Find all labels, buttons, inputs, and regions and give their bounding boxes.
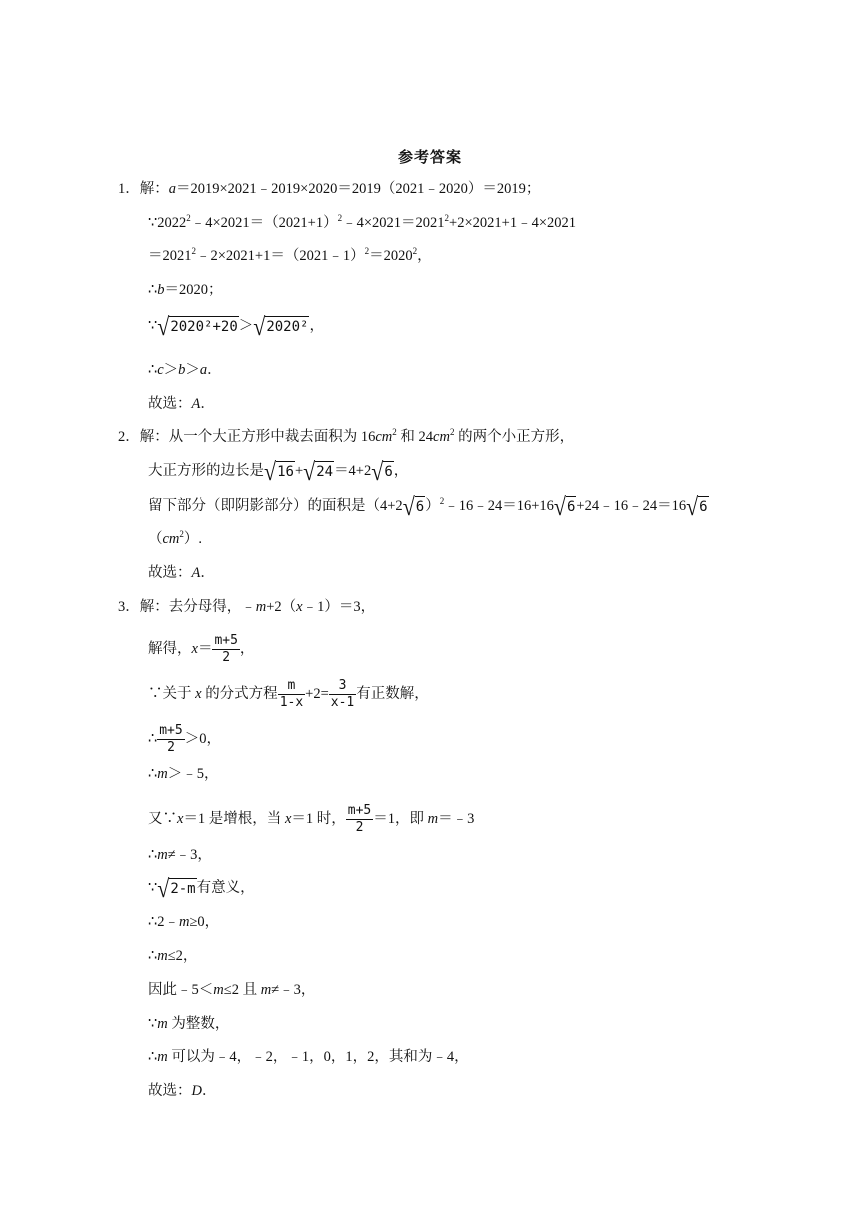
q2-line3: 留下部分（即阴影部分）的面积是$(4+2√6)^2﹣16﹣24=16+16√6+24﹣16﹣24=16√6$ <box>148 491 708 521</box>
sqrt-expression: √16 <box>264 456 294 486</box>
q3-line9: ∴2﹣m≥0， <box>148 914 220 930</box>
q3-line8: ∵√2-m有意义， <box>148 873 255 903</box>
q2-number: 2． <box>118 429 140 445</box>
q1-line5: ∵√2020²+20＞√2020²， <box>148 311 324 341</box>
q1-answer: 故选：A． <box>148 396 215 412</box>
q3-line13: ∴m 可以为﹣4，﹣2，﹣1，0，1，2，其和为﹣4， <box>148 1049 469 1065</box>
sqrt-expression: √6 <box>553 491 576 521</box>
q3-line3: ∵关于 x 的分式方程 $\frac{m}{1-x}$ +2= $\frac{3}{x-1}$ 有正数解， <box>148 678 429 710</box>
q3-line12: ∵m 为整数， <box>148 1016 230 1032</box>
fraction: $\frac{m}{1-x}$ <box>279 678 304 710</box>
q2-line4: $(cm^2)$. <box>148 529 203 547</box>
q1-line2: $\because 2022^2﹣4\times 2021=(2021+1)^2﹣4\times 2021=2021^2+2\times 2021+1﹣4\times 2021$ <box>148 213 576 231</box>
q3-line5: ∴m＞﹣5， <box>148 766 219 782</box>
sqrt-expression: √6 <box>371 456 393 486</box>
fraction: $\frac{m+5}{2}$ <box>159 723 183 755</box>
q3-line2: 解得，x＝ $\frac{m+5}{2}$ ， <box>148 633 255 665</box>
q2-line1: 2．解：从一个大正方形中裁去面积为 $16cm^2$ 和 $24cm^2$ 的两个小正方形， <box>118 427 575 445</box>
sqrt-expression: √2-m <box>157 873 196 903</box>
q3-number: 3． <box>118 599 140 615</box>
page-title: 参考答案 <box>397 148 462 166</box>
q2-answer: 故选：A． <box>148 565 215 581</box>
sqrt-expression: √2020²+20 <box>157 311 238 341</box>
q3-line1: 3．解：去分母得，﹣m+2（x﹣1）＝3， <box>118 599 376 615</box>
sqrt-expression: √6 <box>402 491 425 521</box>
q3-line4: ∴ $\frac{m+5}{2}$ ＞0， <box>148 723 221 755</box>
q3-answer: 故选：D． <box>148 1083 217 1099</box>
q3-line6: 又∵x＝1 是增根，当 x＝1 时， $\frac{m+5}{2}$ ＝1，即 m＝﹣3 <box>148 803 475 835</box>
q3-line10: ∴m≤2， <box>148 948 198 964</box>
q1-line3: $=2021^2﹣2\times 2021+1=(2021﹣1)^2=2020^2$， <box>148 246 432 264</box>
fraction: $\frac{m+5}{2}$ <box>214 633 238 665</box>
q1-line6: ∴c＞b＞a． <box>148 362 222 378</box>
fraction: $\frac{3}{x-1}$ <box>330 678 355 710</box>
sqrt-expression: √6 <box>686 491 708 521</box>
q1-line1: 1．解：a＝2019×2021﹣2019×2020＝2019（2021﹣2020）＝2019； <box>118 181 541 197</box>
q1-number: 1． <box>118 181 140 197</box>
q2-line2: 大正方形的边长是√16+√24＝4+2√6， <box>148 456 409 486</box>
sqrt-expression: √24 <box>303 456 334 486</box>
sqrt-expression: √2020² <box>253 311 309 341</box>
q3-line7: ∴m≠﹣3， <box>148 847 212 863</box>
q3-line11: 因此﹣5＜m≤2 且 m≠﹣3， <box>148 982 316 998</box>
fraction: $\frac{m+5}{2}$ <box>347 803 372 835</box>
q1-line4: ∴b＝2020； <box>148 282 223 298</box>
